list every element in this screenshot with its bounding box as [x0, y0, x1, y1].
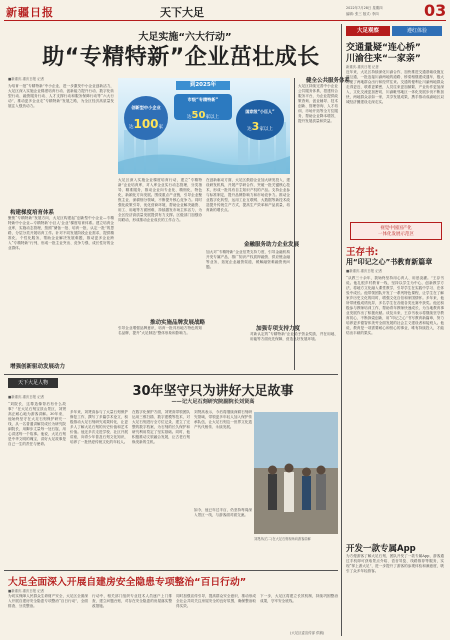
stat-left-badge: [124, 96, 168, 140]
lead-headline: 助“专精特新”企业茁壮成长: [42, 45, 320, 70]
right-byline-2: ■新重庆-重庆日报 记者: [346, 269, 383, 273]
section-heading-3: 健全公共服务体系: [306, 78, 351, 84]
feature-col-3-text: 在数字化保护方面，刘贤高带领团队运用三维扫描、数字建模等技术，对大足石刻进行全方位记录，建立了完整的数字档案，为石刻的长久保护和研究利用奠定了坚实基础。同时，他积极推动文旅融合发展，让古老石刻焕发新的生机。: [132, 410, 190, 444]
right-text-3: 为方便游客了解大足石刻，团队开发了一款专属App，游客通过手机即可获取景点介绍、语音导览、线路推荐等服务，实现“掌上游大足”，进一步提升了游客的参观体验和满意度，吸引了众多年轻游客。: [346, 554, 444, 573]
stat-right-value: 3: [251, 120, 260, 133]
feature-top-rule: [4, 374, 338, 375]
infographic-panel: [118, 78, 290, 174]
right-headline-1: 交通量疑“连心桥”: [346, 43, 421, 53]
section-heading-1: 构建梯度培育体系: [10, 210, 55, 216]
lead-col-6-text: 引导企业增强品牌意识，培育一批具有地方特色的知名品牌，提升“大足制造”整体形象和影响力。: [118, 326, 202, 335]
newspaper-logo: 新疆日报: [6, 6, 54, 19]
feature-subhead: ——记大足石刻研究院副院长刘贤高: [171, 399, 255, 405]
stat-mid-value: 50: [191, 110, 206, 121]
right-headline-3b: 用“印记之心”书教育新篇章: [346, 258, 433, 266]
feature-photo: [254, 412, 338, 534]
stat-left-prefix: 达: [128, 125, 134, 130]
stat-right-label: 国家级“小巨人”: [245, 109, 275, 114]
infographic-year: 到2025年: [176, 81, 230, 90]
section-heading-4: 金融服务助力企业发展: [244, 242, 300, 248]
feature-label: 天下大足人物: [8, 378, 58, 388]
page-editor-info: 编辑: 张三 版式: 李四: [346, 12, 379, 16]
section-title: 天下大足: [160, 6, 204, 19]
stat-left-unit: 家: [158, 125, 164, 130]
bottom-footer: (大足区委宣传部 供稿): [290, 631, 325, 635]
right-promo-box: [350, 222, 442, 240]
feature-photo-caption: 刘贤高(右二)在大足石刻现场向游客讲解: [254, 537, 311, 541]
lead-col-5-text: 加大对“专精特新”企业信贷支持力度，引导金融机构开发专属产品，推广知识产权质押融资、供应链金融等业务，拓宽企业融资渠道，缓解融资难融资贵问题。: [206, 250, 290, 269]
bottom-byline: ■新重庆-重庆日报 记者: [8, 589, 45, 593]
right-headline-4: 开发一款专属App: [346, 544, 416, 554]
section-heading-5: 推动实施品牌发展战略: [150, 320, 206, 326]
lead-col-4-text: 大足区持续完善中小企业公共服务体系，搭建综合服务平台，为企业提供政策咨询、创业辅导、技术创新、管理咨询、人才培训、市场开拓等全方位服务，帮助企业降本增效，提升发展质量和效益。: [298, 84, 338, 123]
lead-intro: 为培育一批“专精特新”中小企业，进一步激发中小企业创新活力，大足区深入实施企业梯度培育行动、创新能力提升行动、数字化转型行动、融资服务行动、人才支撑行动和服务保障行动等“六大行动”，推动更多企业走“专精特新”发展之路，为全区经济高质量发展注入强劲动力。: [8, 84, 114, 108]
right-headline-3: 王存书:: [346, 247, 379, 258]
lead-col-7-text: 对新认定的“专精特新”企业给予资金奖励，并在用地、用能等方面优先保障，营造良好发展环境。: [250, 332, 338, 341]
feature-headline: 30年坚守只为讲好大足故事: [132, 384, 294, 399]
right-sub-tag: 遵红体验: [392, 26, 442, 36]
stat-mid-badge: [174, 94, 232, 120]
photo-figures: [254, 412, 338, 534]
bottom-col-3-text: 同时加强宣传引导，提高群众安全意识，推动形成全社会共同关注房屋安全的良好氛围，确保整治取得实效。: [176, 594, 256, 608]
right-text-1: 近年来，大足区持续深化川渝合作，加快推进交通基础设施互联互通，一批连接川渝两地的道路、桥梁相继建成通车，极大方便了两地群众出行和经贸往来。交通的便利让川渝两地群众走得更近、联系更紧密，人员往来更加频繁，产业协作更加深入，文化交流更加密切，川渝毗邻地区一体化发展步伐不断加快，两地群众亲如一家，共享发展成果，携手推动成渝地区双城经济圈建设走深走实。: [346, 70, 444, 104]
lead-byline: ■新重庆-重庆日报 记者: [8, 77, 45, 81]
bottom-col-2-text: 行动中，相关部门组织专业技术人员逐户上门排查，建立问题台账，对存在安全隐患的房屋落实整改措施。: [92, 594, 172, 608]
lead-col-1-text: 聚焦“专精特新”发展方向，大足区构建起“创新型中小企业—专精特新中小企业—专精特新‘小巨人’企业”梯度培育体系。建立培育企业库，实施动态管理，按照“储备一批、培育一批、认定一批”的思路，分层分类开展培育工作。针对不同发展阶段企业需求，提供精准化、个性化服务，帮助企业解决发展难题，推动更多企业跨入“专精特新”行列，形成一批主业突出、竞争力强、成长性好的企业群体。: [8, 216, 114, 250]
stat-mid-unit: 家以上: [205, 115, 219, 120]
lead-col-3-text: 在创新驱动方面，大足区鼓励企业加大研发投入，建设研发机构，开展产学研合作，突破一批关键核心技术，形成一批具有自主知识产权的产品。支持企业参与标准制定，提升品牌影响力和市场竞争力。推动企业数字化转型，运用工业互联网、大数据等新技术改造提升传统生产方式，提高生产效率和产品质量，培育新的增长点。: [206, 178, 290, 212]
right-byline: 新重庆-重庆日报 记者: [346, 65, 379, 69]
feature-col-5-text: 如今，他已年过半百，仍坚持每周深入景区一线，与游客面对面交流。: [194, 508, 252, 517]
right-text-2: “从教三十余年，我始终坚持用心育人、用爱浇灌。”王存书说。他扎根乡村教育一线，坚持以学生为中心，创新教学方法，将地方文化融入课堂教学，引导学生在实践中学习、在体验中成长。他带领团队开发了一系列特色课程，让学生在了解家乡历史文化的同时，增强文化自信和家国情怀。多年来，他所带班级成绩优异，多名学生在各级各类比赛中获奖。他还积极参与教师培训工作，帮助青年教师快速成长，为当地教育事业发展作出了积极贡献。谈及未来，王存书表示将继续坚守教育初心，不断探索创新，用“印记之心”书写教育新篇章，努力培养更多德智体美劳全面发展的社会主义建设者和接班人。他说，教育是一项需要耐心和恒心的事业，唯有持续投入，才能结出丰硕的果实。: [346, 276, 444, 335]
feature-col-2-text: 多年来，刘贤高参与了大量石刻保护修复工作，撰写了多篇学术论文，积极推动大足石刻研究成果转化，让更多人了解大足石刻的历史价值和艺术价值。他还多次走进学校、社区开展讲座，向青少年普及石刻文化知识，培养了一批热爱传统文化的年轻人。: [70, 410, 128, 444]
stat-mid-prefix: 达: [187, 115, 192, 120]
bottom-col-1-text: 为切实保障人民群众生命财产安全，大足区全面深入开展自建房安全隐患专项整治“百日行动”，全面排查、分类整治。: [8, 594, 88, 608]
date-line: 2022年7月28日 星期四: [346, 6, 383, 10]
right-headline-2: 川渝往来“一家亲”: [346, 54, 421, 64]
page-number: 03: [424, 1, 447, 20]
bottom-col-4-text: 下一步，大足区将建立长效机制，持续巩固整治成果，守牢安全底线。: [260, 594, 338, 603]
promo-line-1: 视觉中国国产化: [380, 226, 412, 231]
right-badge: 大足观察: [346, 26, 390, 36]
stat-left-value: 100: [133, 117, 159, 131]
right-column-rule: [341, 24, 342, 636]
stat-left-label: 创新型中小企业: [131, 105, 161, 110]
stat-right-unit: 家以上: [259, 127, 273, 132]
stat-right-badge: [236, 100, 284, 140]
masthead-rule: [4, 20, 446, 21]
feature-byline: ■新重庆-重庆日报 记者: [8, 395, 45, 399]
feature-col-4-text: 刘贤高表示，今后将继续深耕石刻研究领域，带领更多年轻人加入保护传承队伍，让大足石刻这一世界文化遗产代代相传、永续发展。: [194, 410, 252, 429]
stat-right-prefix: 达: [247, 127, 252, 132]
stat-mid-label: 市级“专精特新”: [187, 97, 219, 102]
section-heading-2: 增强创新驱动发展动力: [10, 364, 66, 370]
feature-col-1-text: “刘院长，这尊造像背后有什么故事？”在大足石刻宝顶山景区，刘贤高正耐心地为游客讲解。30年来，他始终坚守在大足石刻保护研究一线，从一名普通讲解员成长为研究院副院长，用脚步丈量每一处石窟，用心讲述每一个故事。他说，大足石刻是中华文明的瑰宝，讲好大足故事是自己一生的责任与使命。: [8, 402, 66, 446]
promo-line-2: 一体化发展示范区: [378, 232, 414, 237]
bottom-top-rule: [4, 570, 338, 571]
section-heading-6: 加强专项支持力度: [256, 326, 301, 332]
bottom-headline: 大足全面深入开展自建房安全隐患专项整治“百日行动”: [8, 577, 247, 588]
lead-kicker: 大足实施“六大行动”: [138, 32, 232, 43]
lead-col-2-text: 大足区深入实施企业梯度培育行动，建立“专精特新”企业培育库，对入库企业实行动态管理，分类指导、精准服务，推动企业向专业化、精细化、特色化、新颖化方向发展。围绕重点产业链，引导企业聚焦主业、深耕细分领域，不断提升核心竞争力。同时强化政策引导，优化营商环境，帮助企业解决融资、用工、用地等方面困难，持续激发市场主体活力，为全区经济高质量发展提供有力支撑。区级部门加强协同联动，形成推动企业成长的工作合力。: [118, 178, 202, 222]
